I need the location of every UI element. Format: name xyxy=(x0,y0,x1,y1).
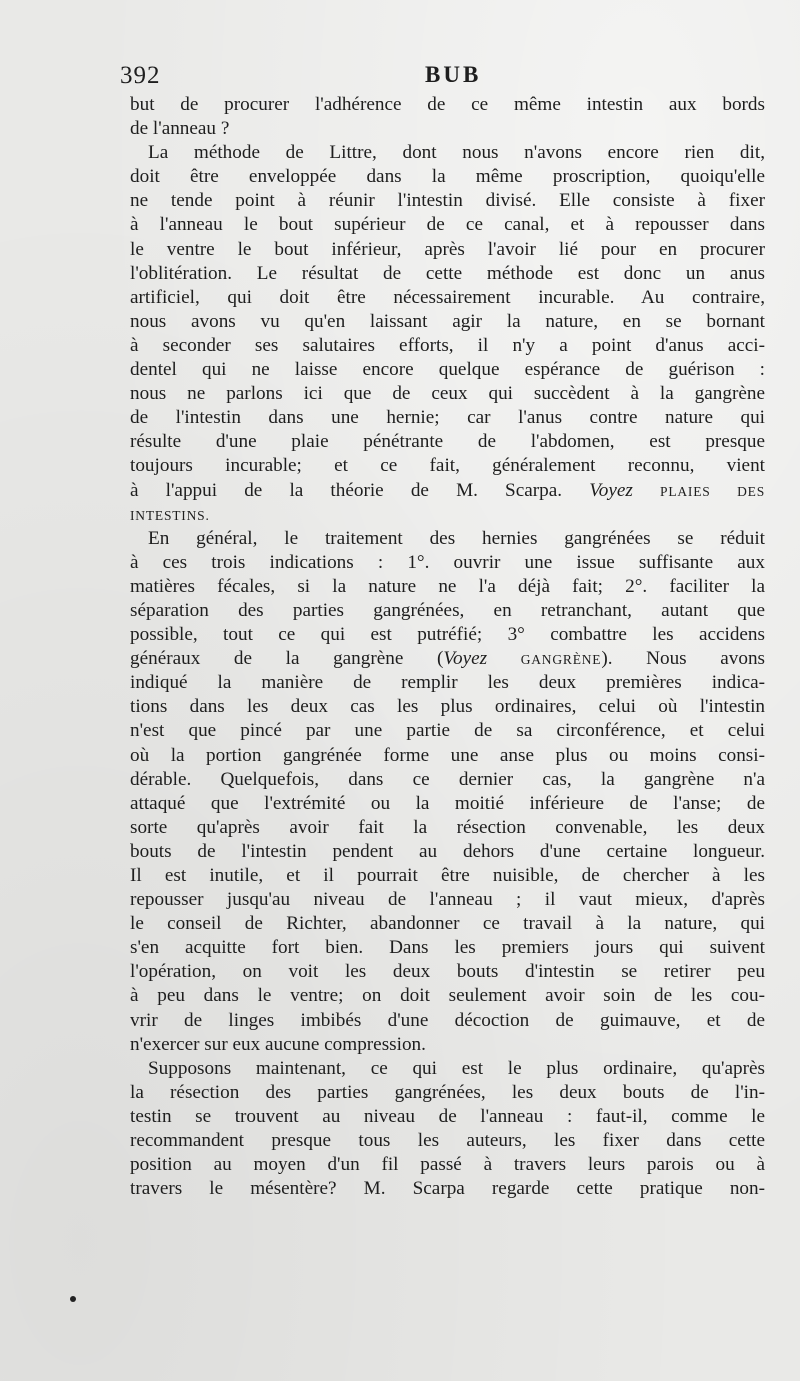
text-line xyxy=(130,768,765,792)
line-text: séparation des parties gangrénées, en retranchant, autant que xyxy=(130,599,765,621)
line-text: à l'appui de la théorie de M. Scarpa. xyxy=(130,479,563,501)
text-line xyxy=(130,840,765,864)
text-line xyxy=(130,599,765,623)
line-text: tions dans les deux cas les plus ordinaires, celui où l'intestin xyxy=(130,696,765,718)
text-line xyxy=(130,744,765,768)
text-line xyxy=(130,454,765,478)
page-number: 392 xyxy=(120,62,161,89)
line-text: La méthode de Littre, dont nous n'avons encore rien dit, xyxy=(148,142,765,164)
text-line xyxy=(130,406,765,430)
text-line xyxy=(130,93,765,117)
text-line xyxy=(130,984,765,1008)
line-text: ). Nous avons xyxy=(601,648,766,670)
running-head: BUB xyxy=(425,62,482,87)
text-line xyxy=(130,912,765,936)
line-text: bouts de l'intestin pendent au dehors d'une certaine longueur. xyxy=(130,840,765,862)
text-line xyxy=(130,575,765,599)
line-text: nous avons vu qu'en laissant agir la nature, en se bornant xyxy=(130,310,765,332)
text-line xyxy=(130,551,765,575)
italic-ref: Voyez xyxy=(589,479,633,501)
line-text: l'opération, on voit les deux bouts d'intestin se retirer peu xyxy=(130,961,765,983)
text-line xyxy=(130,1177,765,1201)
line-text: dentel qui ne laisse encore quelque espérance de guérison : xyxy=(130,359,765,381)
text-line xyxy=(130,358,765,382)
page-header xyxy=(120,62,765,92)
text-line xyxy=(130,503,765,527)
text-line xyxy=(130,792,765,816)
text-line xyxy=(130,671,765,695)
text-line xyxy=(130,286,765,310)
text-line xyxy=(130,936,765,960)
line-text: recommandent presque tous les auteurs, les fixer dans cette xyxy=(130,1130,765,1152)
text-line xyxy=(130,334,765,358)
text-line xyxy=(130,1057,765,1081)
text-line xyxy=(130,888,765,912)
line-text: En général, le traitement des hernies gangrénées se réduit xyxy=(148,527,765,549)
line-text: artificiel, qui doit être nécessairement incurable. Au contraire, xyxy=(130,286,765,308)
line-text: Supposons maintenant, ce qui est le plus ordinaire, qu'après xyxy=(148,1057,765,1079)
line-text: but de procurer l'adhérence de ce même intestin aux bords xyxy=(130,94,765,115)
line-text: ne tende point à réunir l'intestin divisé. Elle consiste à fixer xyxy=(130,190,765,212)
line-text: testin se trouvent au niveau de l'anneau : faut-il, comme le xyxy=(130,1105,765,1127)
line-text: à l'anneau le bout supérieur de ce canal, et à repousser dans xyxy=(130,214,765,236)
text-line xyxy=(130,1129,765,1153)
text-line xyxy=(130,141,765,165)
line-text: possible, tout ce qui est putréfié; 3° combattre les accidens xyxy=(130,624,765,646)
line-text: à seconder ses salutaires efforts, il n'y a point d'anus acci- xyxy=(130,334,765,356)
text-line xyxy=(130,430,765,454)
line-text: à peu dans le ventre; on doit seulement avoir soin de les cou- xyxy=(130,985,765,1007)
text-line xyxy=(130,262,765,286)
line-text: le conseil de Richter, abandonner ce travail à la nature, qui xyxy=(130,913,765,935)
text-line xyxy=(130,213,765,237)
text-line xyxy=(130,238,765,262)
line-text: travers le mésentère? M. Scarpa regarde cette pratique non- xyxy=(130,1178,765,1200)
ink-speck xyxy=(70,1296,76,1302)
text-line xyxy=(130,719,765,743)
text-line xyxy=(130,1153,765,1177)
line-text: s'en acquitte fort bien. Dans les premiers jours qui suivent xyxy=(130,937,765,959)
line-text: repousser jusqu'au niveau de l'anneau ; il vaut mieux, d'après xyxy=(130,889,765,911)
line-text: de l'intestin dans une hernie; car l'anus contre nature qui xyxy=(130,407,765,429)
line-text: doit être enveloppée dans la même proscription, quoiqu'elle xyxy=(130,166,765,188)
line-text: de l'anneau ? xyxy=(130,118,230,140)
line-text: généraux de la gangrène ( xyxy=(130,648,444,670)
small-caps-ref: GANGRÈNE xyxy=(520,652,602,668)
small-caps-ref: INTESTINS. xyxy=(130,507,210,523)
text-line xyxy=(130,960,765,984)
text-line xyxy=(130,479,765,503)
line-text: matières fécales, si la nature ne l'a déjà fait; 2°. faciliter la xyxy=(130,575,765,597)
line-text: position au moyen d'un fil passé à travers leurs parois ou à xyxy=(130,1154,765,1176)
text-line xyxy=(130,1105,765,1129)
text-line xyxy=(130,816,765,840)
text-line xyxy=(130,647,765,671)
body-text xyxy=(130,93,765,1201)
line-text: la résection des parties gangrénées, les deux bouts de l'in- xyxy=(130,1081,765,1103)
line-text: n'exercer sur eux aucune compression. xyxy=(130,1033,426,1055)
text-line xyxy=(130,1033,765,1057)
line-text: toujours incurable; et ce fait, généralement reconnu, vient xyxy=(130,455,765,477)
line-text: nous ne parlons ici que de ceux qui succèdent à la gangrène xyxy=(130,383,765,405)
line-text: où la portion gangrénée forme une anse plus ou moins consi- xyxy=(130,744,765,766)
line-text: Il est inutile, et il pourrait être nuisible, de chercher à les xyxy=(130,865,765,886)
line-text: dérable. Quelquefois, dans ce dernier cas, la gangrène n'a xyxy=(130,768,765,790)
line-text: attaqué que l'extrémité ou la moitié inférieure de l'anse; de xyxy=(130,792,765,814)
text-line xyxy=(130,527,765,551)
line-text: vrir de linges imbibés d'une décoction de guimauve, et de xyxy=(130,1009,765,1031)
text-line xyxy=(130,864,765,888)
line-text: le ventre le bout inférieur, après l'avoir lié pour en procurer xyxy=(130,238,765,260)
text-line xyxy=(130,1009,765,1033)
line-text: à ces trois indications : 1°. ouvrir une issue suffisante aux xyxy=(130,551,765,573)
line-text: sorte qu'après avoir fait la résection convenable, les deux xyxy=(130,816,765,838)
text-line xyxy=(130,189,765,213)
small-caps-ref: PLAIES DES xyxy=(660,483,765,499)
line-text: résulte d'une plaie pénétrante de l'abdomen, est presque xyxy=(130,431,765,453)
text-line xyxy=(130,117,765,141)
line-text: n'est que pincé par une partie de sa circonférence, et celui xyxy=(130,720,765,742)
text-line xyxy=(130,165,765,189)
italic-ref: Voyez xyxy=(443,648,488,670)
text-line xyxy=(130,695,765,719)
line-text: l'oblitération. Le résultat de cette méthode est donc un anus xyxy=(130,262,765,284)
text-line xyxy=(130,382,765,406)
text-line xyxy=(130,623,765,647)
line-text: indiqué la manière de remplir les deux premières indica- xyxy=(130,672,765,694)
text-line xyxy=(130,310,765,334)
text-line xyxy=(130,1081,765,1105)
